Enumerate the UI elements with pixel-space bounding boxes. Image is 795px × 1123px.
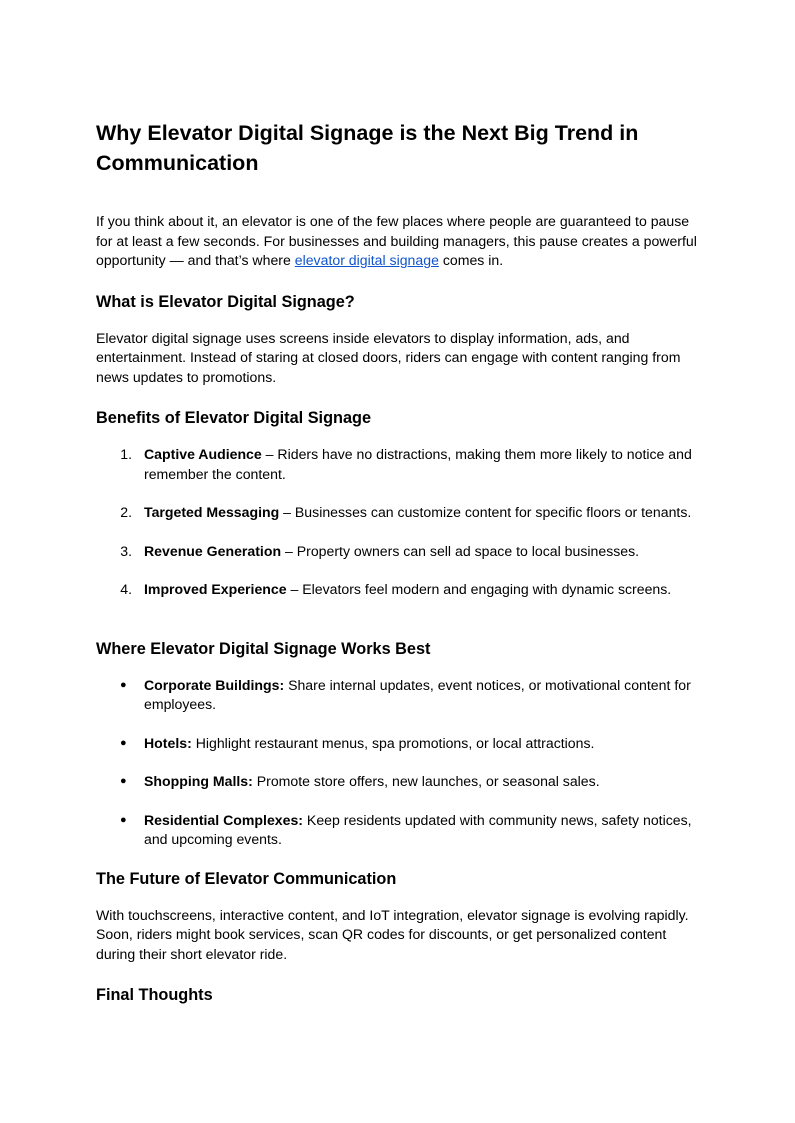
list-item-text: Highlight restaurant menus, spa promotions, or local attractions. bbox=[191, 734, 595, 751]
bullet-icon: ● bbox=[120, 775, 127, 787]
list-item-title: Revenue Generation bbox=[144, 542, 282, 559]
list-number: 1. bbox=[120, 446, 132, 462]
list-number: 4. bbox=[120, 581, 132, 597]
list-item bbox=[96, 676, 700, 715]
where-heading: Where Elevator Digital Signage Works Best bbox=[96, 639, 431, 658]
list-item bbox=[96, 811, 700, 850]
future-heading: The Future of Elevator Communication bbox=[96, 869, 397, 888]
list-item-title: Residential Complexes: bbox=[144, 811, 303, 828]
what-is-paragraph: Elevator digital signage uses screens inside elevators to display information, ads, and entertainment. Instead of staring at closed doors, riders can engage with content ranging from news updates to promotions. bbox=[96, 329, 681, 385]
list-item bbox=[96, 772, 700, 792]
future-paragraph: With touchscreens, interactive content, and IoT integration, elevator signage is evolving rapidly. Soon, riders might book services, scan QR codes for discounts, or get personalized content during their short elevator ride. bbox=[96, 906, 689, 962]
list-item-title: Hotels: bbox=[144, 734, 192, 751]
list-item-text: Share internal updates, event notices, or motivational content for employees. bbox=[144, 676, 691, 712]
benefits-heading: Benefits of Elevator Digital Signage bbox=[96, 409, 372, 427]
final-thoughts-heading: Final Thoughts bbox=[96, 986, 213, 1004]
list-item-text: – Riders have no distractions, making them more likely to notice and remember the content. bbox=[144, 446, 692, 482]
list-item bbox=[96, 580, 700, 600]
list-item-title: Improved Experience bbox=[144, 581, 287, 597]
list-number: 2. bbox=[120, 504, 132, 520]
where-list bbox=[96, 676, 700, 850]
elevator-digital-signage-link[interactable]: elevator digital signage bbox=[294, 252, 439, 268]
list-item bbox=[96, 445, 700, 484]
list-item-text: Keep residents updated with community news, safety notices, and upcoming events. bbox=[144, 811, 692, 847]
benefits-list bbox=[96, 445, 700, 600]
list-item-text: – Elevators feel modern and engaging with dynamic screens. bbox=[286, 581, 672, 597]
list-item-text: Promote store offers, new launches, or seasonal sales. bbox=[252, 773, 600, 789]
list-item bbox=[96, 734, 700, 754]
intro-text-after: comes in. bbox=[438, 252, 504, 268]
list-item bbox=[96, 542, 700, 562]
bullet-icon: ● bbox=[120, 678, 127, 691]
list-item-title: Targeted Messaging bbox=[144, 504, 280, 520]
list-item-text: – Property owners can sell ad space to local businesses. bbox=[281, 542, 640, 559]
list-item-title: Shopping Malls: bbox=[144, 773, 253, 789]
bullet-icon: ● bbox=[120, 813, 127, 826]
list-number: 3. bbox=[120, 542, 132, 559]
what-is-heading: What is Elevator Digital Signage? bbox=[96, 292, 355, 311]
page-title: Why Elevator Digital Signage is the Next Big Trend in Communication bbox=[96, 121, 639, 175]
bullet-icon: ● bbox=[120, 736, 127, 749]
list-item bbox=[96, 503, 700, 523]
list-item-text: – Businesses can customize content for specific floors or tenants. bbox=[279, 504, 692, 520]
document-page bbox=[96, 118, 700, 1006]
intro-paragraph bbox=[96, 212, 700, 271]
list-item-title: Corporate Buildings: bbox=[144, 676, 285, 693]
intro-text-before: If you think about it, an elevator is one of the few places where people are guaranteed to pause for at least a few seconds. For businesses and building managers, this pause creates a powerful opportunity — and that’s where bbox=[96, 213, 697, 268]
list-item-title: Captive Audience bbox=[144, 446, 262, 462]
